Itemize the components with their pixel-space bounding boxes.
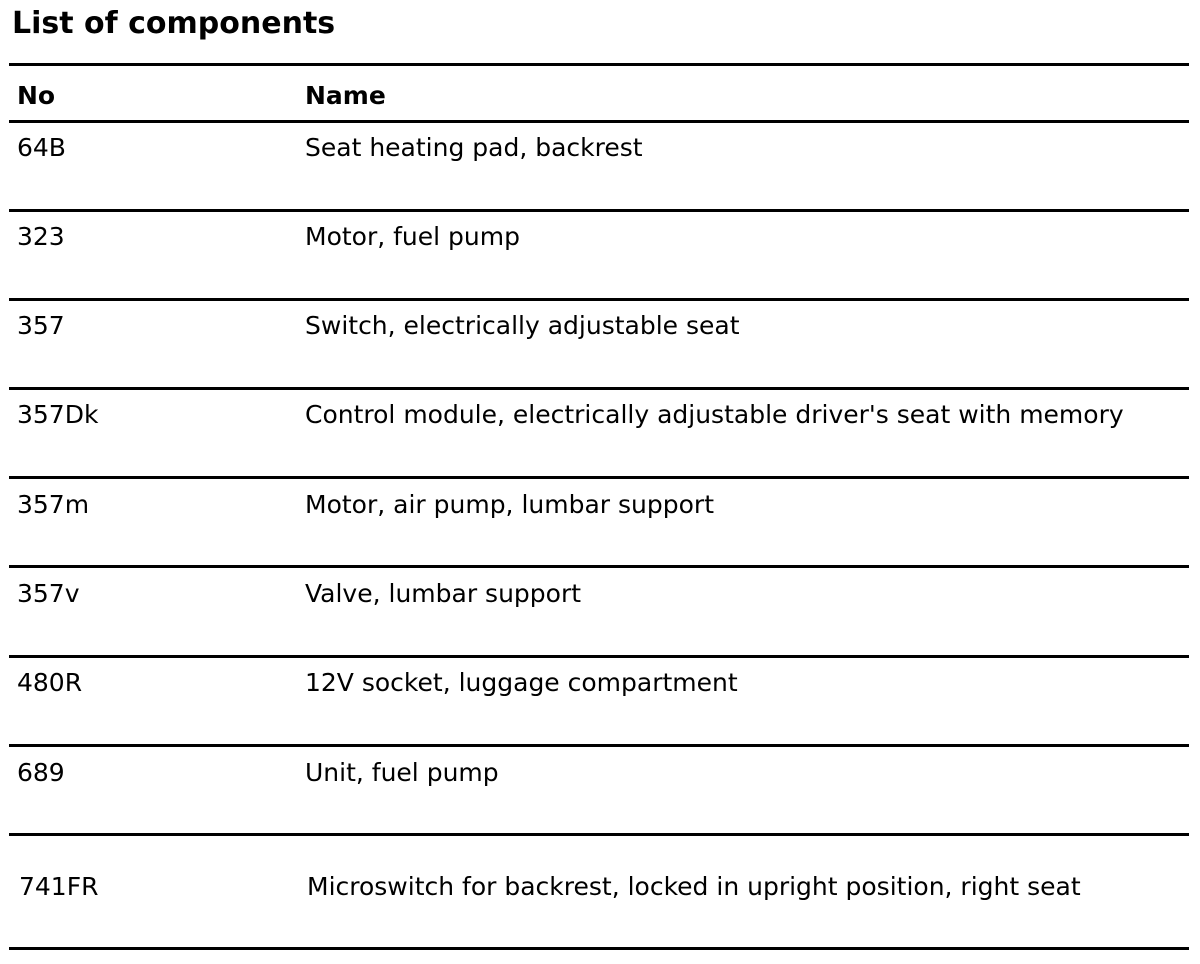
table-bottom-rule <box>9 947 1189 950</box>
component-name: Microswitch for backrest, locked in upright position, right seat <box>307 872 1081 901</box>
component-number: 357m <box>17 490 90 519</box>
component-name: Motor, fuel pump <box>305 222 520 251</box>
column-header-name: Name <box>305 81 386 110</box>
component-number: 323 <box>17 222 65 251</box>
component-name: Control module, electrically adjustable driver's seat with memory <box>305 400 1124 429</box>
component-name: Motor, air pump, lumbar support <box>305 490 714 519</box>
column-header-no: No <box>17 81 56 110</box>
component-name: Valve, lumbar support <box>305 579 582 608</box>
component-number: 357v <box>17 579 80 608</box>
row-divider <box>9 565 1189 568</box>
table-top-rule <box>9 63 1189 66</box>
component-number: 480R <box>17 668 83 697</box>
row-divider <box>9 476 1189 479</box>
row-divider <box>9 209 1189 212</box>
row-divider <box>9 744 1189 747</box>
component-name: Seat heating pad, backrest <box>305 133 643 162</box>
row-divider <box>9 387 1189 390</box>
row-divider <box>9 833 1189 836</box>
component-name: 12V socket, luggage compartment <box>305 668 738 697</box>
component-name: Unit, fuel pump <box>305 758 499 787</box>
component-name: Switch, electrically adjustable seat <box>305 311 740 340</box>
header-rule <box>9 120 1189 123</box>
component-number: 741FR <box>19 872 99 901</box>
component-number: 689 <box>17 758 65 787</box>
component-number: 64B <box>17 133 66 162</box>
component-number: 357 <box>17 311 65 340</box>
page-title: List of components <box>12 6 336 41</box>
component-number: 357Dk <box>17 400 99 429</box>
row-divider <box>9 298 1189 301</box>
row-divider <box>9 655 1189 658</box>
